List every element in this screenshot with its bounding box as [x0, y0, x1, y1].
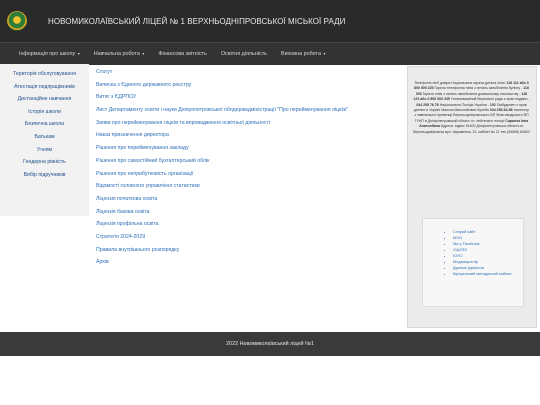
link-media-space[interactable]: • Медиапростір	[453, 259, 523, 265]
info-number: 044 255 76 76	[416, 102, 439, 107]
link-license-primary[interactable]: Ліцензія початкова освіта	[96, 195, 158, 202]
info-text: Інспектор з ювенальної превенції Верхньодніпровського ВП Жовтоводського ВП ГУНП в Дніпропетровській області ст. лейтенант поліції	[414, 108, 530, 123]
link-virtual-methodical-cabinet[interactable]: • Віртуальний методичний кабінет	[453, 271, 523, 277]
sidebar-item-staff-attestation[interactable]: Атестація педпрацівників	[14, 83, 75, 90]
link-archive[interactable]: Архів	[96, 259, 109, 266]
link-edrpou-extract[interactable]: Витяг з ЄДРПОУ	[96, 94, 137, 101]
link-license-basic[interactable]: Ліцензія базова освіта	[96, 208, 150, 215]
sidebar-item-gender-equality[interactable]: Гендерна рівність	[23, 159, 66, 166]
link-nonprofit-decision[interactable]: Рішення про неприбутковість організації	[96, 170, 194, 177]
nav-school-info[interactable]	[12, 51, 87, 57]
info-number: 102	[489, 102, 496, 107]
link-old-site[interactable]: • Старий сайт	[453, 229, 523, 235]
sidebar-item-service-territory[interactable]: Територія обслуговування	[12, 71, 77, 77]
nav-label: Навчальна робота	[93, 51, 140, 57]
site-header	[0, 0, 540, 42]
link-license-profile[interactable]: Ліцензія профільна освіта	[96, 221, 159, 228]
caret-down-icon: ▾	[142, 51, 145, 56]
sidebar-item-distance-learning[interactable]: Дистанційне навчання	[17, 96, 72, 103]
site-footer	[0, 332, 540, 356]
link-director-appointment[interactable]: Наказ призначення директора	[96, 132, 169, 139]
document-links-list	[96, 66, 396, 269]
info-number: 116 000	[415, 86, 529, 96]
link-renaming-applications[interactable]: Заяви про перейменування ліцеїв та впровадження освітньої діяльності	[96, 119, 271, 126]
nav-label: Фінансова звітність	[158, 51, 207, 57]
footer-copyright: 2022 Новомиколаївський ліцей №1	[226, 341, 314, 347]
nav-label: Виховна робота	[281, 51, 321, 57]
link-internal-rules[interactable]: Правила внутрішнього розпорядку	[96, 246, 180, 253]
info-text: Уповноважений Верховної ради з прав людини -	[450, 97, 530, 102]
right-sidebar	[407, 66, 537, 328]
useful-links-box	[422, 218, 524, 307]
link-dual-sources[interactable]: • Дуальні джерела	[453, 265, 523, 271]
nav-upbringing-work[interactable]	[274, 51, 332, 57]
info-text: Адреса: індекс 51600 Дніпропетровська область м. Верхньодніпровськ вул. Авраменка, 21, кабінет № 21 тел.(05658) 60602	[413, 124, 530, 134]
link-mon[interactable]: • МОН	[453, 235, 523, 241]
caret-down-icon: ▾	[77, 51, 80, 56]
nav-label: Освітня діяльність	[220, 51, 267, 57]
link-department-letter[interactable]: Лист Департаменту освіти і науки Дніпропетровської облдержадміністрації "Про перейменування ліцеїв"	[96, 107, 348, 114]
info-text: Національна Поліція України -	[439, 102, 489, 107]
link-strategy[interactable]: Стратегія 2024-2029	[96, 233, 146, 240]
useful-links-list	[423, 229, 523, 277]
caret-down-icon: ▾	[323, 51, 326, 56]
info-name: Саранча Інна Анатоліївна	[419, 118, 529, 129]
info-number: 116 111 або 0 800 500 225	[414, 81, 529, 91]
link-facebook[interactable]: • Ми у Facebook	[453, 241, 523, 247]
school-logo[interactable]	[7, 11, 27, 31]
info-text: Гаряча телефонна лінія з питань запобігання булінгу -	[434, 86, 523, 91]
info-text: Омбудсмен з прав дитини в Україні Микола Миколайович Кулеба	[413, 102, 527, 113]
sidebar-item-parents[interactable]: Батькам	[34, 133, 55, 140]
sidebar-item-textbook-choice[interactable]: Вибір підручників	[23, 171, 66, 178]
link-statistics-info[interactable]: Відомості головного управління статистики	[96, 183, 200, 190]
link-renaming-decision[interactable]: Рішення про перейменування закладу	[96, 145, 189, 152]
info-number: 044 255-64-56	[489, 108, 513, 113]
link-utsoyao[interactable]: • УЦОЯО	[453, 247, 523, 253]
nav-financial-reports[interactable]	[151, 51, 213, 57]
main-navbar	[0, 42, 540, 65]
info-text: Телефонні лінії довіри Національна гаряча дитяча лінія:	[414, 81, 506, 85]
link-statute[interactable]: Статут	[96, 69, 113, 75]
link-register-extract[interactable]: Виписка з Єдиного державного реєстру	[96, 81, 192, 88]
info-number: 116 123 або 0 800 500 335	[413, 91, 528, 102]
nav-educational-work[interactable]	[87, 51, 152, 57]
info-text: Гаряча лінія з питань запобігання домашньому насильству -	[422, 91, 521, 96]
sidebar-item-safe-school[interactable]: Безпечна школа	[24, 121, 65, 128]
link-accounting-decision[interactable]: Рішення про самостійний бухгалтерський облік	[96, 157, 210, 164]
hotline-info	[413, 81, 530, 135]
sidebar-item-students[interactable]: Учням	[36, 146, 53, 153]
nav-educational-activity[interactable]	[214, 51, 274, 57]
left-sidebar	[0, 64, 89, 216]
site-title[interactable]: НОВОМИКОЛАЇВСЬКИЙ ЛІЦЕЙ № 1 ВЕРХНЬОДНІПРОВСЬКОЇ МІСЬКОЇ РАДИ	[48, 16, 346, 26]
sidebar-item-school-history[interactable]: Історія школи	[28, 108, 61, 115]
link-iouo[interactable]: • ІОУО	[453, 253, 523, 259]
nav-label: Інформація про школу	[19, 51, 76, 57]
